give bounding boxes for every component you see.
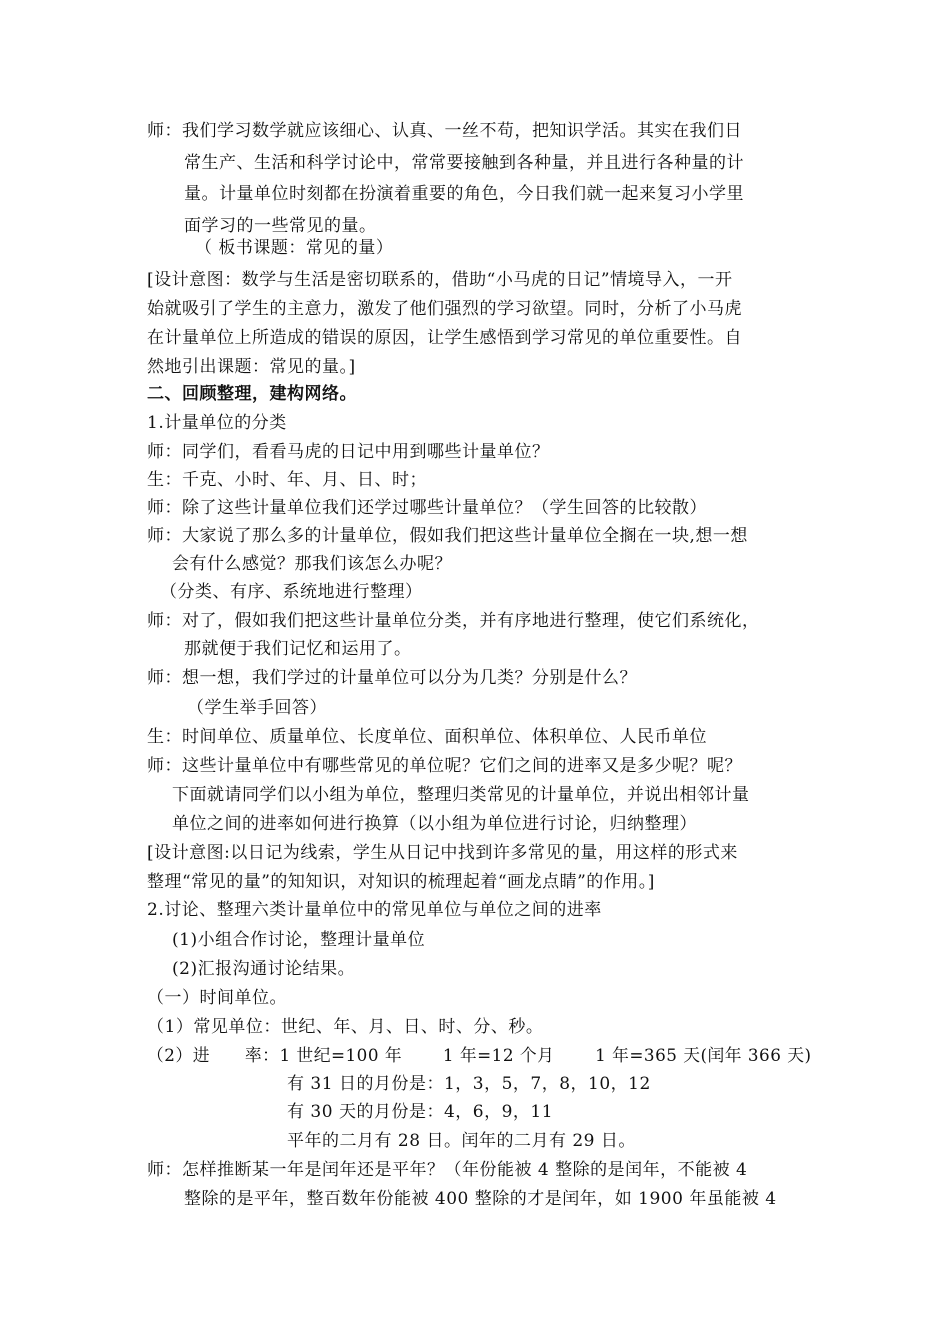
text-line: 有 30 天的月份是：4，6，9，11	[287, 1102, 554, 1122]
section-heading: 二、回顾整理，建构网络。	[147, 384, 357, 404]
text-line: 下面就请同学们以小组为单位，整理归类常见的计量单位，并说出相邻计量	[172, 785, 750, 805]
text-line: 师：怎样推断某一年是闰年还是平年？（年份能被 4 整除的是闰年，不能被 4	[147, 1160, 748, 1180]
text-line: 有 31 日的月份是：1，3，5，7，8，10，12	[287, 1074, 651, 1094]
text-line: 常生产、生活和科学讨论中，常常要接触到各种量，并且进行各种量的计	[184, 153, 744, 173]
text-line: 生：时间单位、质量单位、长度单位、面积单位、体积单位、人民币单位	[147, 727, 707, 747]
text-line: （2）进 率：1 世纪=100 年 1 年=12 个月 1 年=365 天(闰年 366 天)	[147, 1046, 812, 1066]
text-line: 那就便于我们记忆和运用了。	[184, 639, 412, 659]
text-line: 生：千克、小时、年、月、日、时；	[147, 470, 427, 490]
text-line: 师：想一想，我们学过的计量单位可以分为几类？分别是什么？	[147, 668, 637, 688]
text-line: （分类、有序、系统地进行整理）	[160, 582, 423, 602]
text-line: 师：对了，假如我们把这些计量单位分类，并有序地进行整理，使它们系统化，	[147, 611, 760, 631]
text-line: （1）常见单位：世纪、年、月、日、时、分、秒。	[147, 1017, 544, 1037]
text-line: 师：我们学习数学就应该细心、认真、一丝不苟，把知识学活。其实在我们日	[147, 121, 742, 141]
text-line: (1)小组合作讨论，整理计量单位	[172, 930, 426, 950]
text-line: （ 板书课题：常见的量）	[195, 238, 394, 258]
text-line: [设计意图:以日记为线索，学生从日记中找到许多常见的量，用这样的形式来	[147, 843, 738, 863]
text-line: 师：这些计量单位中有哪些常见的单位呢？它们之间的进率又是多少呢？呢？	[147, 756, 742, 776]
text-line: 然地引出课题：常见的量。]	[147, 357, 356, 377]
text-line: 师：同学们，看看马虎的日记中用到哪些计量单位？	[147, 442, 550, 462]
text-line: 面学习的一些常见的量。	[184, 216, 377, 236]
text-line: (2)汇报沟通讨论结果。	[172, 959, 356, 979]
subsection-heading: 2.讨论、整理六类计量单位中的常见单位与单位之间的进率	[147, 900, 602, 920]
text-line: （学生举手回答）	[187, 698, 327, 718]
text-line: 平年的二月有 28 日。闰年的二月有 29 日。	[287, 1131, 636, 1151]
text-line: 整理“常见的量”的知知识，对知识的梳理起着“画龙点睛”的作用。]	[147, 872, 655, 892]
text-line: 师：大家说了那么多的计量单位，假如我们把这些计量单位全搁在一块,想一想	[147, 526, 748, 546]
text-line: 量。计量单位时刻都在扮演着重要的角色，今日我们就一起来复习小学里	[184, 184, 744, 204]
text-line: 在计量单位上所造成的错误的原因，让学生感悟到学习常见的单位重要性。自	[147, 328, 742, 348]
text-line: （一）时间单位。	[147, 988, 287, 1008]
text-line: [设计意图：数学与生活是密切联系的，借助“小马虎的日记”情境导入，一开	[147, 270, 733, 290]
subsection-heading: 1.计量单位的分类	[147, 413, 287, 433]
text-line: 师：除了这些计量单位我们还学过哪些计量单位？（学生回答的比较散）	[147, 498, 707, 518]
text-line: 始就吸引了学生的主意力，激发了他们强烈的学习欲望。同时，分析了小马虎	[147, 299, 742, 319]
text-line: 整除的是平年，整百数年份能被 400 整除的才是闰年，如 1900 年虽能被 4	[184, 1189, 777, 1209]
text-line: 单位之间的进率如何进行换算（以小组为单位进行讨论，归纳整理）	[172, 814, 697, 834]
text-line: 会有什么感觉？那我们该怎么办呢？	[172, 554, 452, 574]
